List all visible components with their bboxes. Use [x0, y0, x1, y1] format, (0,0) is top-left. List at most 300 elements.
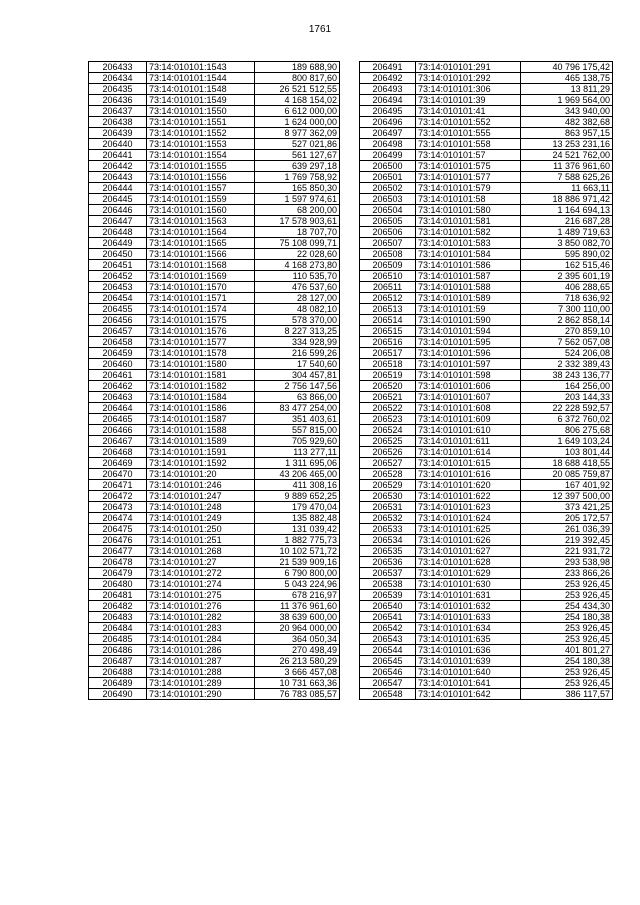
- row-number: 206468: [89, 447, 147, 458]
- cadastral-number: 73:14:010101:1563: [147, 216, 255, 227]
- table-row: [89, 414, 340, 425]
- cadastral-value: 8 227 313,25: [255, 326, 340, 337]
- table-row: [360, 689, 613, 700]
- table-row: [360, 249, 613, 260]
- cadastral-value: 1 597 974,61: [255, 194, 340, 205]
- cadastral-value: 364 050,34: [255, 634, 340, 645]
- row-number: 206481: [89, 590, 147, 601]
- cadastral-number: 73:14:010101:609: [416, 414, 521, 425]
- cadastral-number: 73:14:010101:595: [416, 337, 521, 348]
- cadastral-number: 73:14:010101:584: [416, 249, 521, 260]
- cadastral-number: 73:14:010101:583: [416, 238, 521, 249]
- row-number: 206514: [360, 315, 416, 326]
- table-row: [89, 557, 340, 568]
- row-number: 206498: [360, 139, 416, 150]
- cadastral-number: 73:14:010101:1578: [147, 348, 255, 359]
- row-number: 206504: [360, 205, 416, 216]
- cadastral-number: 73:14:010101:284: [147, 634, 255, 645]
- row-number: 206531: [360, 502, 416, 513]
- row-number: 206535: [360, 546, 416, 557]
- registry-table-right: [359, 61, 613, 700]
- cadastral-value: 131 039,42: [255, 524, 340, 535]
- row-number: 206473: [89, 502, 147, 513]
- cadastral-value: 5 043 224,96: [255, 579, 340, 590]
- table-row: [89, 227, 340, 238]
- cadastral-value: 43 206 465,00: [255, 469, 340, 480]
- cadastral-value: 221 931,72: [521, 546, 613, 557]
- row-number: 206525: [360, 436, 416, 447]
- cadastral-value: 253 926,45: [521, 678, 613, 689]
- cadastral-number: 73:14:010101:41: [416, 106, 521, 117]
- row-number: 206515: [360, 326, 416, 337]
- table-row: [89, 139, 340, 150]
- row-number: 206458: [89, 337, 147, 348]
- cadastral-number: 73:14:010101:611: [416, 436, 521, 447]
- table-row: [360, 502, 613, 513]
- cadastral-value: 75 108 099,71: [255, 238, 340, 249]
- table-row: [89, 436, 340, 447]
- cadastral-value: 165 850,30: [255, 183, 340, 194]
- cadastral-value: 76 783 085,57: [255, 689, 340, 700]
- cadastral-value: 2 862 858,14: [521, 315, 613, 326]
- row-number: 206538: [360, 579, 416, 590]
- row-number: 206455: [89, 304, 147, 315]
- row-number: 206470: [89, 469, 147, 480]
- row-number: 206522: [360, 403, 416, 414]
- row-number: 206450: [89, 249, 147, 260]
- row-number: 206446: [89, 205, 147, 216]
- cadastral-number: 73:14:010101:640: [416, 667, 521, 678]
- row-number: 206524: [360, 425, 416, 436]
- cadastral-value: 26 213 580,29: [255, 656, 340, 667]
- row-number: 206523: [360, 414, 416, 425]
- cadastral-number: 73:14:010101:610: [416, 425, 521, 436]
- cadastral-number: 73:14:010101:1589: [147, 436, 255, 447]
- table-row: [360, 535, 613, 546]
- cadastral-value: 3 850 082,70: [521, 238, 613, 249]
- cadastral-value: 254 180,38: [521, 656, 613, 667]
- cadastral-value: 1 969 564,00: [521, 95, 613, 106]
- row-number: 206436: [89, 95, 147, 106]
- cadastral-value: 595 890,02: [521, 249, 613, 260]
- cadastral-value: 253 926,45: [521, 667, 613, 678]
- row-number: 206508: [360, 249, 416, 260]
- table-row: [89, 447, 340, 458]
- row-number: 206489: [89, 678, 147, 689]
- cadastral-number: 73:14:010101:1550: [147, 106, 255, 117]
- table-row: [360, 491, 613, 502]
- cadastral-value: 7 300 110,00: [521, 304, 613, 315]
- table-row: [89, 678, 340, 689]
- row-number: 206527: [360, 458, 416, 469]
- cadastral-number: 73:14:010101:634: [416, 623, 521, 634]
- cadastral-value: 304 457,81: [255, 370, 340, 381]
- table-row: [89, 689, 340, 700]
- row-number: 206483: [89, 612, 147, 623]
- row-number: 206433: [89, 62, 147, 73]
- cadastral-value: 373 421,25: [521, 502, 613, 513]
- cadastral-number: 73:14:010101:577: [416, 172, 521, 183]
- row-number: 206464: [89, 403, 147, 414]
- cadastral-value: 18 886 971,42: [521, 194, 613, 205]
- table-row: [360, 447, 613, 458]
- row-number: 206526: [360, 447, 416, 458]
- cadastral-number: 73:14:010101:1564: [147, 227, 255, 238]
- registry-table-left-body: [89, 62, 340, 700]
- cadastral-number: 73:14:010101:251: [147, 535, 255, 546]
- cadastral-number: 73:14:010101:1569: [147, 271, 255, 282]
- table-row: [360, 128, 613, 139]
- cadastral-value: 1 489 719,63: [521, 227, 613, 238]
- cadastral-value: 4 168 154,02: [255, 95, 340, 106]
- cadastral-number: 73:14:010101:594: [416, 326, 521, 337]
- cadastral-number: 73:14:010101:1568: [147, 260, 255, 271]
- row-number: 206445: [89, 194, 147, 205]
- cadastral-value: 578 370,00: [255, 315, 340, 326]
- cadastral-number: 73:14:010101:290: [147, 689, 255, 700]
- table-row: [360, 106, 613, 117]
- cadastral-number: 73:14:010101:1588: [147, 425, 255, 436]
- cadastral-value: 863 957,15: [521, 128, 613, 139]
- table-row: [360, 403, 613, 414]
- table-row: [360, 634, 613, 645]
- table-row: [360, 271, 613, 282]
- row-number: 206434: [89, 73, 147, 84]
- table-row: [360, 513, 613, 524]
- row-number: 206443: [89, 172, 147, 183]
- cadastral-value: 48 082,10: [255, 304, 340, 315]
- cadastral-value: 6 612 000,00: [255, 106, 340, 117]
- table-row: [360, 601, 613, 612]
- row-number: 206465: [89, 414, 147, 425]
- row-number: 206537: [360, 568, 416, 579]
- cadastral-number: 73:14:010101:589: [416, 293, 521, 304]
- registry-table-right-body: [360, 62, 613, 700]
- table-row: [360, 282, 613, 293]
- cadastral-value: 22 028,60: [255, 249, 340, 260]
- row-number: 206478: [89, 557, 147, 568]
- table-row: [360, 315, 613, 326]
- cadastral-number: 73:14:010101:626: [416, 535, 521, 546]
- cadastral-value: 254 180,38: [521, 612, 613, 623]
- cadastral-number: 73:14:010101:292: [416, 73, 521, 84]
- table-row: [360, 150, 613, 161]
- cadastral-number: 73:14:010101:627: [416, 546, 521, 557]
- table-row: [89, 128, 340, 139]
- cadastral-number: 73:14:010101:289: [147, 678, 255, 689]
- cadastral-value: 8 977 362,09: [255, 128, 340, 139]
- table-row: [89, 469, 340, 480]
- table-row: [360, 326, 613, 337]
- table-row: [360, 95, 613, 106]
- cadastral-value: 4 168 273,80: [255, 260, 340, 271]
- cadastral-value: 11 376 961,60: [521, 161, 613, 172]
- table-row: [89, 359, 340, 370]
- table-row: [89, 271, 340, 282]
- cadastral-number: 73:14:010101:635: [416, 634, 521, 645]
- row-number: 206539: [360, 590, 416, 601]
- cadastral-number: 73:14:010101:1582: [147, 381, 255, 392]
- cadastral-number: 73:14:010101:622: [416, 491, 521, 502]
- cadastral-value: 10 102 571,72: [255, 546, 340, 557]
- row-number: 206521: [360, 392, 416, 403]
- cadastral-value: 6 372 760,02: [521, 414, 613, 425]
- cadastral-value: 63 866,00: [255, 392, 340, 403]
- table-row: [89, 293, 340, 304]
- row-number: 206512: [360, 293, 416, 304]
- table-row: [89, 535, 340, 546]
- cadastral-value: 26 521 512,55: [255, 84, 340, 95]
- cadastral-number: 73:14:010101:615: [416, 458, 521, 469]
- cadastral-value: 800 817,60: [255, 73, 340, 84]
- cadastral-number: 73:14:010101:57: [416, 150, 521, 161]
- table-row: [89, 304, 340, 315]
- cadastral-value: 110 535,70: [255, 271, 340, 282]
- table-row: [360, 348, 613, 359]
- table-row: [89, 249, 340, 260]
- cadastral-value: 38 639 600,00: [255, 612, 340, 623]
- table-row: [360, 678, 613, 689]
- cadastral-value: 3 666 457,08: [255, 667, 340, 678]
- cadastral-value: 705 929,60: [255, 436, 340, 447]
- row-number: 206462: [89, 381, 147, 392]
- row-number: 206541: [360, 612, 416, 623]
- table-row: [89, 282, 340, 293]
- cadastral-number: 73:14:010101:588: [416, 282, 521, 293]
- cadastral-number: 73:14:010101:1584: [147, 392, 255, 403]
- row-number: 206488: [89, 667, 147, 678]
- cadastral-value: 253 926,45: [521, 634, 613, 645]
- cadastral-number: 73:14:010101:636: [416, 645, 521, 656]
- table-row: [360, 238, 613, 249]
- table-row: [360, 216, 613, 227]
- row-number: 206530: [360, 491, 416, 502]
- cadastral-value: 162 515,46: [521, 260, 613, 271]
- table-row: [360, 381, 613, 392]
- cadastral-value: 113 277,11: [255, 447, 340, 458]
- table-row: [360, 590, 613, 601]
- cadastral-number: 73:14:010101:639: [416, 656, 521, 667]
- cadastral-value: 10 731 663,36: [255, 678, 340, 689]
- cadastral-value: 561 127,67: [255, 150, 340, 161]
- table-row: [89, 95, 340, 106]
- row-number: 206536: [360, 557, 416, 568]
- row-number: 206495: [360, 106, 416, 117]
- cadastral-number: 73:14:010101:614: [416, 447, 521, 458]
- cadastral-value: 12 397 500,00: [521, 491, 613, 502]
- cadastral-value: 406 288,65: [521, 282, 613, 293]
- table-row: [360, 623, 613, 634]
- table-row: [360, 645, 613, 656]
- cadastral-value: 678 216,97: [255, 590, 340, 601]
- cadastral-number: 73:14:010101:39: [416, 95, 521, 106]
- row-number: 206545: [360, 656, 416, 667]
- table-row: [89, 370, 340, 381]
- table-row: [89, 480, 340, 491]
- cadastral-value: 2 756 147,56: [255, 381, 340, 392]
- row-number: 206492: [360, 73, 416, 84]
- cadastral-number: 73:14:010101:597: [416, 359, 521, 370]
- cadastral-number: 73:14:010101:558: [416, 139, 521, 150]
- row-number: 206493: [360, 84, 416, 95]
- cadastral-number: 73:14:010101:288: [147, 667, 255, 678]
- cadastral-value: 103 801,44: [521, 447, 613, 458]
- cadastral-number: 73:14:010101:1571: [147, 293, 255, 304]
- table-row: [89, 656, 340, 667]
- cadastral-number: 73:14:010101:283: [147, 623, 255, 634]
- cadastral-value: 1 164 694,13: [521, 205, 613, 216]
- cadastral-value: 270 859,10: [521, 326, 613, 337]
- cadastral-number: 73:14:010101:268: [147, 546, 255, 557]
- table-row: [360, 337, 613, 348]
- table-row: [89, 623, 340, 634]
- row-number: 206476: [89, 535, 147, 546]
- table-row: [89, 667, 340, 678]
- row-number: 206452: [89, 271, 147, 282]
- cadastral-value: 2 395 601,19: [521, 271, 613, 282]
- cadastral-number: 73:14:010101:287: [147, 656, 255, 667]
- row-number: 206486: [89, 645, 147, 656]
- cadastral-number: 73:14:010101:552: [416, 117, 521, 128]
- row-number: 206448: [89, 227, 147, 238]
- cadastral-value: 179 470,04: [255, 502, 340, 513]
- table-row: [89, 337, 340, 348]
- row-number: 206442: [89, 161, 147, 172]
- table-row: [89, 381, 340, 392]
- cadastral-value: 270 498,49: [255, 645, 340, 656]
- cadastral-number: 73:14:010101:616: [416, 469, 521, 480]
- row-number: 206510: [360, 271, 416, 282]
- table-row: [89, 326, 340, 337]
- cadastral-value: 293 538,98: [521, 557, 613, 568]
- cadastral-number: 73:14:010101:250: [147, 524, 255, 535]
- row-number: 206439: [89, 128, 147, 139]
- table-row: [360, 117, 613, 128]
- row-number: 206459: [89, 348, 147, 359]
- cadastral-number: 73:14:010101:1586: [147, 403, 255, 414]
- cadastral-number: 73:14:010101:582: [416, 227, 521, 238]
- cadastral-number: 73:14:010101:1543: [147, 62, 255, 73]
- cadastral-number: 73:14:010101:291: [416, 62, 521, 73]
- table-row: [360, 304, 613, 315]
- row-number: 206491: [360, 62, 416, 73]
- table-row: [89, 579, 340, 590]
- cadastral-value: 83 477 254,00: [255, 403, 340, 414]
- cadastral-number: 73:14:010101:274: [147, 579, 255, 590]
- row-number: 206496: [360, 117, 416, 128]
- row-number: 206544: [360, 645, 416, 656]
- row-number: 206517: [360, 348, 416, 359]
- cadastral-value: 24 521 762,00: [521, 150, 613, 161]
- table-row: [360, 139, 613, 150]
- cadastral-value: 527 021,86: [255, 139, 340, 150]
- table-row: [89, 645, 340, 656]
- cadastral-number: 73:14:010101:590: [416, 315, 521, 326]
- row-number: 206513: [360, 304, 416, 315]
- cadastral-value: 386 117,57: [521, 689, 613, 700]
- table-row: [89, 524, 340, 535]
- cadastral-number: 73:14:010101:586: [416, 260, 521, 271]
- row-number: 206472: [89, 491, 147, 502]
- table-row: [360, 370, 613, 381]
- cadastral-number: 73:14:010101:575: [416, 161, 521, 172]
- table-row: [360, 172, 613, 183]
- row-number: 206501: [360, 172, 416, 183]
- table-row: [360, 260, 613, 271]
- cadastral-value: 806 275,68: [521, 425, 613, 436]
- cadastral-value: 18 688 418,55: [521, 458, 613, 469]
- cadastral-number: 73:14:010101:642: [416, 689, 521, 700]
- cadastral-value: 7 588 625,26: [521, 172, 613, 183]
- cadastral-number: 73:14:010101:1576: [147, 326, 255, 337]
- row-number: 206490: [89, 689, 147, 700]
- table-row: [89, 216, 340, 227]
- cadastral-number: 73:14:010101:276: [147, 601, 255, 612]
- row-number: 206516: [360, 337, 416, 348]
- table-row: [360, 73, 613, 84]
- row-number: 206441: [89, 150, 147, 161]
- cadastral-value: 2 332 389,43: [521, 359, 613, 370]
- cadastral-number: 73:14:010101:633: [416, 612, 521, 623]
- cadastral-value: 7 562 057,08: [521, 337, 613, 348]
- row-number: 206471: [89, 480, 147, 491]
- row-number: 206438: [89, 117, 147, 128]
- row-number: 206507: [360, 238, 416, 249]
- table-row: [89, 348, 340, 359]
- cadastral-value: 203 144,33: [521, 392, 613, 403]
- table-row: [89, 172, 340, 183]
- cadastral-number: 73:14:010101:27: [147, 557, 255, 568]
- cadastral-value: 1 311 695,06: [255, 458, 340, 469]
- table-row: [89, 117, 340, 128]
- row-number: 206444: [89, 183, 147, 194]
- cadastral-value: 205 172,57: [521, 513, 613, 524]
- cadastral-value: 22 228 592,57: [521, 403, 613, 414]
- table-row: [89, 392, 340, 403]
- cadastral-value: 1 624 000,00: [255, 117, 340, 128]
- table-row: [89, 590, 340, 601]
- cadastral-value: 21 539 909,16: [255, 557, 340, 568]
- row-number: 206487: [89, 656, 147, 667]
- cadastral-value: 465 138,75: [521, 73, 613, 84]
- cadastral-number: 73:14:010101:581: [416, 216, 521, 227]
- row-number: 206548: [360, 689, 416, 700]
- cadastral-number: 73:14:010101:606: [416, 381, 521, 392]
- cadastral-value: 189 688,90: [255, 62, 340, 73]
- table-row: [89, 183, 340, 194]
- cadastral-number: 73:14:010101:1557: [147, 183, 255, 194]
- row-number: 206543: [360, 634, 416, 645]
- row-number: 206457: [89, 326, 147, 337]
- table-row: [360, 194, 613, 205]
- cadastral-number: 73:14:010101:1566: [147, 249, 255, 260]
- cadastral-value: 718 636,92: [521, 293, 613, 304]
- table-row: [89, 161, 340, 172]
- table-row: [360, 436, 613, 447]
- row-number: 206447: [89, 216, 147, 227]
- cadastral-number: 73:14:010101:1592: [147, 458, 255, 469]
- registry-table-left: [88, 61, 340, 700]
- table-row: [360, 183, 613, 194]
- table-row: [360, 656, 613, 667]
- table-row: [360, 293, 613, 304]
- cadastral-number: 73:14:010101:20: [147, 469, 255, 480]
- cadastral-value: 11 376 961,60: [255, 601, 340, 612]
- cadastral-number: 73:14:010101:1565: [147, 238, 255, 249]
- row-number: 206482: [89, 601, 147, 612]
- cadastral-value: 9 889 652,25: [255, 491, 340, 502]
- cadastral-number: 73:14:010101:1591: [147, 447, 255, 458]
